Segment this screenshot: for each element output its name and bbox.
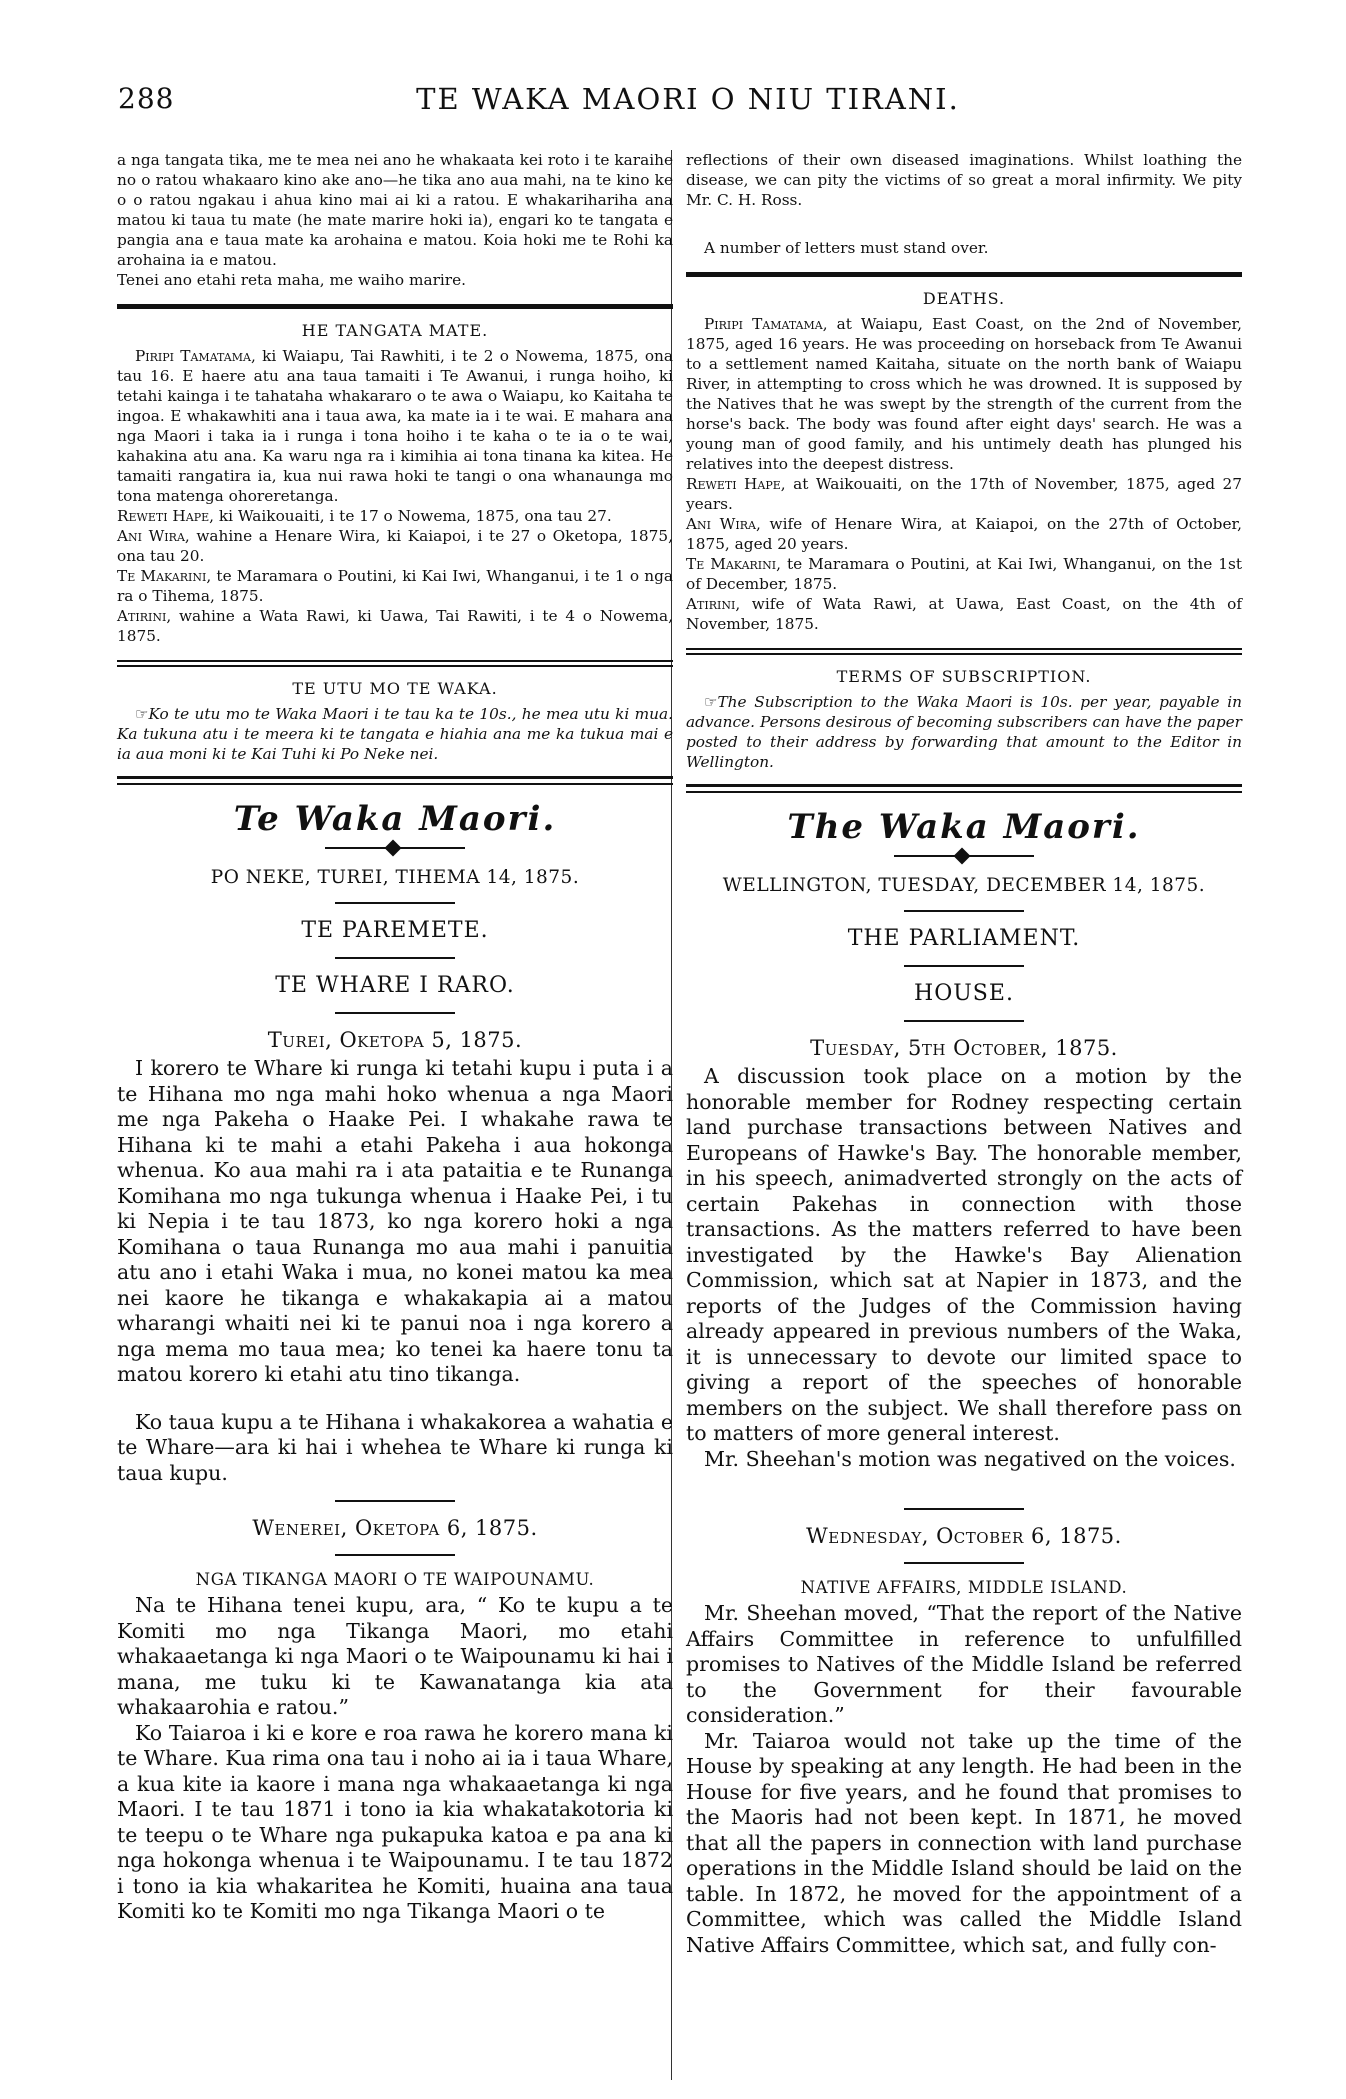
death-notice — [686, 314, 1242, 474]
section-heading: THE PARLIAMENT. — [847, 926, 1081, 951]
masthead-rule — [117, 776, 673, 785]
short-rule — [904, 1020, 1024, 1022]
letters-note: Tenei ano etahi reta maha, me waiho marire. — [117, 271, 467, 289]
subscription-heading: TERMS OF SUBSCRIPTION. — [836, 667, 1092, 686]
intro-paragraph: reflections of their own diseased imaginations. Whilst loathing the disease, we can pity the victims of so great a moral infirmity. We pity Mr. C. H. Ross. — [686, 151, 1242, 209]
death-notice — [117, 566, 673, 606]
short-rule — [904, 910, 1024, 912]
body-paragraph: Na te Hihana tenei kupu, ara, “ Ko te kupu a te Komiti mo nga Tikanga Maori, mo etahi whakaaetanga ki nga Maori o te Waipounamu ki hai i mana, me tuku ki te Kawanatanga kia ata whakaarohia e ratou.” — [117, 1593, 673, 1719]
death-notice — [686, 554, 1242, 594]
house-heading: TE WHARE I RARO. — [275, 973, 515, 998]
dateline: PO NEKE, TUREI, TIHEMA 14, 1875. — [210, 867, 580, 888]
section-rule — [686, 272, 1242, 277]
death-text: , wife of Henare Wira, at Kaiapoi, on the 27th of October, 1875, aged 20 years. — [686, 515, 1242, 553]
death-text: , at Waikouaiti, on the 17th of November, 1875, aged 27 years. — [686, 475, 1242, 513]
death-notice — [686, 474, 1242, 514]
masthead: The Waka Maori. — [787, 807, 1141, 847]
deaths-heading: HE TANGATA MATE. — [301, 321, 489, 340]
deaths-heading: DEATHS. — [922, 289, 1006, 308]
death-name: Reweti Hape — [686, 475, 781, 493]
section-rule — [117, 304, 673, 309]
death-text: , te Maramara o Poutini, ki Kai Iwi, Whanganui, i te 1 o nga ra o Tihema, 1875. — [117, 567, 674, 605]
house-heading: HOUSE. — [914, 981, 1014, 1006]
deaths-list — [686, 314, 1242, 634]
death-name: Te Makarini — [117, 567, 207, 585]
subscription-notice — [686, 692, 1242, 772]
death-name: Ani Wira — [686, 515, 756, 533]
running-head — [118, 82, 1258, 122]
section-rule — [117, 660, 673, 667]
dateline: WELLINGTON, TUESDAY, DECEMBER 14, 1875. — [722, 875, 1206, 896]
death-text: , wahine a Henare Wira, ki Kaiapoi, i te 27 o Oketopa, 1875, ona tau 20. — [117, 527, 673, 565]
death-name: Reweti Hape — [117, 507, 210, 525]
intro-paragraph: a nga tangata tika, me te mea nei ano he whakaata kei roto i te karaihe no o ratou whakaaro kino ake ano—he tika ano aua mahi, na te kino ke o o ratou ngakau i ahua kino mai ai ki a ratou. E whakarihariha ana matou ki taua tu mate (he mate marire hoki ia), engari ko te tangata e pangia ana e taua mate ka arohaina e matou. Koia hoki me te Rohi ka arohaina ia e matou. — [117, 151, 673, 269]
death-notice — [117, 606, 673, 646]
subscription-heading: TE UTU MO TE WAKA. — [292, 679, 498, 698]
death-notice — [686, 594, 1242, 634]
sitting-date: Tuesday, 5th October, 1875. — [810, 1036, 1118, 1060]
short-rule — [335, 1500, 455, 1502]
subsection-heading: NATIVE AFFAIRS, MIDDLE ISLAND. — [800, 1578, 1128, 1597]
death-notice — [686, 514, 1242, 554]
death-notice — [117, 506, 673, 526]
short-rule — [904, 965, 1024, 967]
death-name: Ani Wira — [117, 527, 185, 545]
ornament-rule — [325, 847, 465, 849]
sitting-date: Wenerei, Oketopa 6, 1875. — [252, 1516, 538, 1540]
section-heading: TE PAREMETE. — [301, 918, 489, 943]
death-notice — [117, 346, 673, 506]
ornament-rule — [894, 855, 1034, 857]
body-paragraph: Mr. Taiaroa would not take up the time of the House by speaking at any length. He had been in the House for five years, and he found that promises to the Maoris had not been kept. In 1871, he moved that all the papers in connection with land purchase operations in the Middle Island should be laid on the table. In 1872, he moved for the appointment of a Committee, which was called the Middle Island Native Affairs Committee, which sat, and fully con- — [686, 1728, 1242, 1957]
body-paragraph: Ko taua kupu a te Hihana i whakakorea a wahatia e te Whare—ara ki hai i whehea te Whare ki runga ki taua kupu. — [117, 1409, 673, 1485]
death-text: , ki Waiapu, Tai Rawhiti, i te 2 o Nowema, 1875, ona tau 16. E haere atu ana taua tamaiti i Te Awanui, i runga hoiho, ki tetahi kainga i te tahataha whakararo o te awa o Waiapu, ko Kaitaha te ingoa. E whakawhiti ana i taua awa, ka mate ia i te wai. E mahara ana nga Maori i taka ia i runga i tona hoiho i te kaha o te ia o te wai, kahakina atu ana. Ka waru nga ra i kimihia ai tona tinana ka kitea. He tamaiti rangatira ia, kua nui rawa hoki te tangi o ona whanaunga mo tona matenga ohoreretanga. — [117, 347, 673, 505]
death-text: , te Maramara o Poutini, at Kai Iwi, Whanganui, on the 1st of December, 1875. — [686, 555, 1242, 593]
section-rule — [686, 648, 1242, 655]
column-english — [686, 150, 1242, 1958]
sitting-date: Turei, Oketopa 5, 1875. — [267, 1028, 523, 1052]
column-maori — [117, 150, 673, 1925]
death-text: , ki Waikouaiti, i te 17 o Nowema, 1875, ona tau 27. — [209, 507, 612, 525]
short-rule — [335, 1012, 455, 1014]
subscription-text: Ko te utu mo te Waka Maori i te tau ka te 10s., he mea utu ki mua. Ka tukuna atu i te meera ki te tangata e hiahia ana me ka tukua mai e ia aua moni ki te Kai Tuhi ki Po Neke nei. — [117, 705, 673, 763]
body-paragraph: I korero te Whare ki runga ki tetahi kupu i puta i a te Hihana mo nga mahi hoko whenua a nga Maori me nga Pakeha o Haake Pei. I whakahe rawa te Hihana ki te mahi a etahi Pakeha i aua hokonga whenua. Ko aua mahi ra i ata pataitia e te Runanga Komihana mo nga tukunga whenua i Haake Pei, i tu ki Nepia i te tau 1873, ko nga korero hoki a nga Komihana o taua Runanga mo aua mahi i panuitia atu ano i etahi Waka i mua, no konei matou ka mea nei kaore he tikanga e whakakapia ai a matou wharangi whaiti nei ki te panui noa i nga korero a nga mema mo taua mea; ko tenei ka haere tonu ta matou korero ki etahi atu tino tikanga. — [117, 1056, 673, 1386]
page-number: 288 — [118, 82, 175, 115]
body-paragraph: Ko Taiaroa i ki e kore e roa rawa he korero mana ki te Whare. Kua rima ona tau i noho ai ia i taua Whare, a kua kite ia kaore i mana nga whakaaetanga ki nga Maori. I te tau 1871 i tono ia kia whakatakotoria ki te teepu o te Whare nga pukapuka katoa e pa ana ki nga hokonga whenua i te Waipounamu. I te tau 1872 i tono ia kia whakaritea he Komiti, huaina ana taua Komiti ko te Komiti mo nga Tikanga Maori o te — [117, 1720, 673, 1923]
death-name: Atirini — [686, 595, 736, 613]
short-rule — [335, 1554, 455, 1556]
short-rule — [904, 1508, 1024, 1510]
death-name: Piripi Tamatama — [704, 315, 823, 333]
masthead: Te Waka Maori. — [233, 799, 557, 839]
subsection-heading: NGA TIKANGA MAORI O TE WAIPOUNAMU. — [195, 1570, 595, 1589]
short-rule — [904, 1562, 1024, 1564]
death-text: , wahine a Wata Rawi, ki Uawa, Tai Rawiti, i te 4 o Nowema, 1875. — [117, 607, 673, 645]
subscription-notice — [117, 704, 673, 764]
journal-title: TE WAKA MAORI O NIU TIRANI. — [416, 82, 960, 116]
subscription-text: The Subscription to the Waka Maori is 10s. per year, payable in advance. Persons desirous of becoming subscribers can have the paper posted to their address by forwarding that amount to the Editor in Wellington. — [686, 693, 1242, 771]
death-text: , at Waiapu, East Coast, on the 2nd of November, 1875, aged 16 years. He was proceeding on horseback from Te Awanui to a settlement named Kaitaha, situate on the north bank of Waiapu River, in attempting to cross which he was drowned. It is supposed by the Natives that he was swept by the strength of the current from the horse's back. The body was found after eight days' search. He was a young man of good family, and his untimely death has plunged his relatives into the deepest distress. — [686, 315, 1242, 473]
letters-note: A number of letters must stand over. — [704, 239, 989, 257]
masthead-rule — [686, 784, 1242, 793]
death-name: Piripi Tamatama — [135, 347, 251, 365]
body-paragraph: A discussion took place on a motion by the honorable member for Rodney respecting certain land purchase transactions between Natives and Europeans of Hawke's Bay. The honorable member, in his speech, animadverted strongly on the acts of certain Pakehas in connection with those transactions. As the matters referred to have been investigated by the Hawke's Bay Alienation Commission, which sat at Napier in 1873, and the reports of the Judges of the Commission having already appeared in previous numbers of the Waka, it is unnecessary to devote our limited space to giving a report of the speeches of honorable members on the subject. We shall therefore pass on to matters of more general interest. — [686, 1064, 1242, 1445]
sitting-date: Wednesday, October 6, 1875. — [806, 1524, 1122, 1548]
death-notice — [117, 526, 673, 566]
deaths-list — [117, 346, 673, 646]
pointing-hand-icon: ☞ — [704, 693, 718, 711]
pointing-hand-icon: ☞ — [135, 705, 149, 723]
short-rule — [335, 902, 455, 904]
body-paragraph: Mr. Sheehan's motion was negatived on the voices. — [704, 1446, 1236, 1471]
death-name: Atirini — [117, 607, 167, 625]
body-paragraph: Mr. Sheehan moved, “That the report of the Native Affairs Committee in reference to unfulfilled promises to Natives of the Middle Island be referred to the Government for their favourable consideration.” — [686, 1601, 1242, 1727]
death-name: Te Makarini — [686, 555, 777, 573]
short-rule — [335, 957, 455, 959]
death-text: , wife of Wata Rawi, at Uawa, East Coast, on the 4th of November, 1875. — [686, 595, 1242, 633]
